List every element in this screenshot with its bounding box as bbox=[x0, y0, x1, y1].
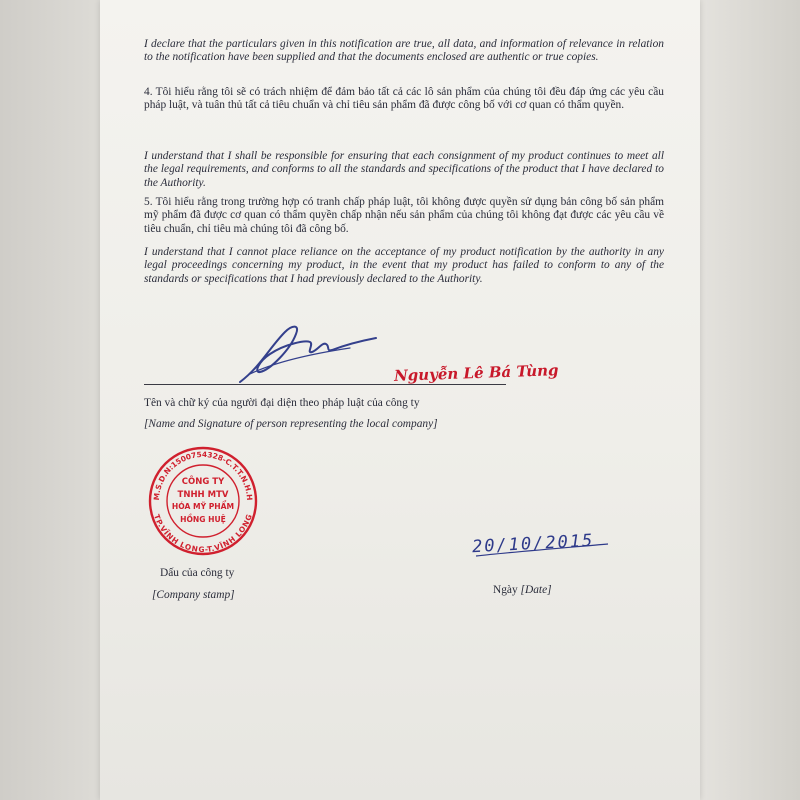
signature-label-vn: Tên và chữ ký của người đại diện theo pháp luật của công ty bbox=[144, 397, 420, 409]
handwritten-date: 20/10/2015 bbox=[471, 530, 595, 558]
date-label-vn: Ngày bbox=[493, 584, 518, 596]
stamp-ring-text: M.S.D.N:1500754328-C.T.T.N.H.H bbox=[151, 449, 255, 501]
clause-4-en: I understand that I shall be responsible for ensuring that each consignment of my product continues to meet all the legal requirements, and conforms to all the standards and specifications of the product that I have declared to the Authority. bbox=[144, 150, 664, 189]
clause-5-vn: 5. Tôi hiểu rằng trong trường hợp có tranh chấp pháp luật, tôi không được quyền sử dụng bản công bố sản phẩm mỹ phẩm đã được cơ quan có thẩm quyền chấp nhận nếu sản phẩm của chúng tôi không đạt được các yêu cầu về tiêu chuẩn, chỉ tiêu mà chúng tôi đã công bố. bbox=[144, 196, 664, 235]
stamp-line-1: CÔNG TY bbox=[181, 477, 225, 487]
stamp-ring-bottom-text: TP.VĨNH LONG-T.VĨNH LONG bbox=[152, 513, 254, 555]
company-stamp bbox=[148, 446, 258, 556]
clause-4-vn: 4. Tôi hiểu rằng tôi sẽ có trách nhiệm để đảm bảo tất cả các lô sản phẩm của chúng tôi đều đáp ứng các yêu cầu pháp luật, và tuân thủ tất cả tiêu chuẩn và chỉ tiêu sản phẩm đã được công bố với cơ quan có thẩm quyền. bbox=[144, 86, 664, 112]
stamp-line-4: HỒNG HUỆ bbox=[180, 515, 226, 524]
stamp-label-en: [Company stamp] bbox=[152, 589, 235, 601]
date-label bbox=[493, 583, 552, 597]
declaration-paragraph-en: I declare that the particulars given in this notification are true, all data, and information of relevance in relation to the notification have been supplied and that the documents enclosed are authentic or true copies. bbox=[144, 38, 664, 64]
signatory-name: Nguyễn Lê Bá Tùng bbox=[393, 361, 559, 385]
background-right bbox=[700, 0, 800, 800]
signature-line bbox=[144, 384, 506, 385]
stamp-label-vn: Dấu của công ty bbox=[160, 567, 235, 579]
date-underline bbox=[472, 540, 612, 570]
signature-label-en: [Name and Signature of person representing the local company] bbox=[144, 418, 438, 430]
handwritten-signature bbox=[230, 312, 380, 392]
document-page bbox=[100, 0, 700, 800]
date-label-en: [Date] bbox=[520, 584, 552, 596]
stamp-line-3: HÓA MỸ PHẨM bbox=[171, 502, 235, 511]
clause-5-en: I understand that I cannot place reliance on the acceptance of my product notification by the authority in any legal proceedings concerning my product, in the event that my product has failed to conform to any of the standards or specifications that I had previously declared to the Authority. bbox=[144, 246, 664, 285]
background-left bbox=[0, 0, 100, 800]
stamp-line-2: TNHH MTV bbox=[177, 490, 229, 500]
